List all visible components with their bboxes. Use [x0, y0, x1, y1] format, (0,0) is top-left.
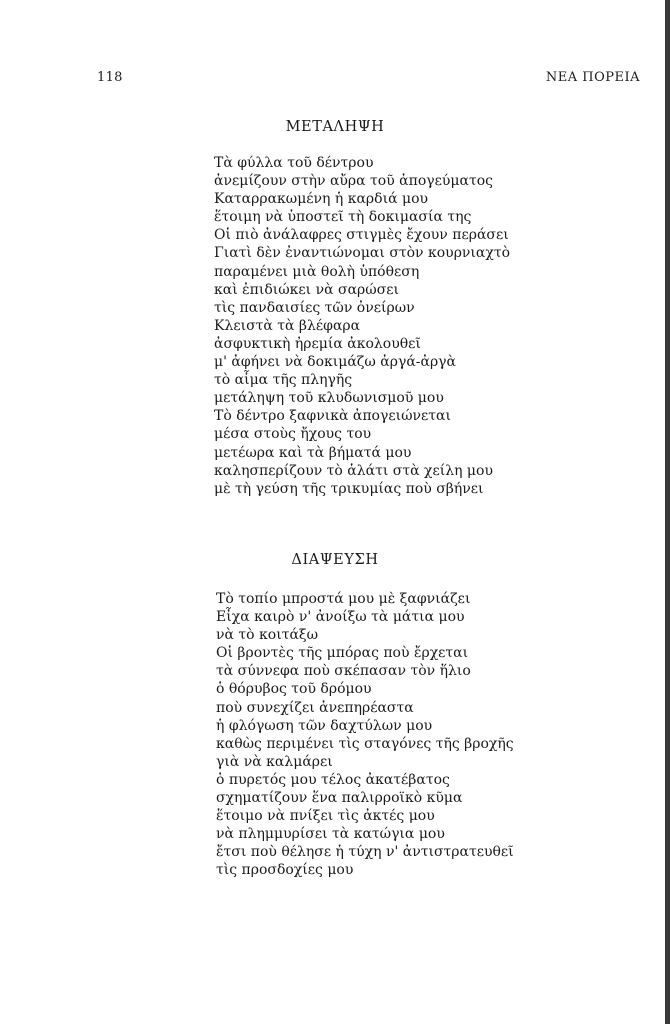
poem-line: τὰ σύννεφα ποὺ σκέπασαν τὸν ἥλιο — [216, 663, 471, 680]
poem-line: ἀνεμίζουν στὴν αὔρα τοῦ ἀπογεύματος — [214, 173, 493, 190]
page-number: 118 — [97, 70, 123, 85]
poem-diapsefsi — [216, 590, 514, 880]
poem-line: ὁ πυρετός μου τέλος ἀκατέβατος — [216, 771, 450, 788]
poem-line: ἡ φλόγωση τῶν δαχτύλων μου — [216, 717, 433, 734]
poem-line: σχηματίζουν ἕνα παλιρροϊκὸ κῦμα — [216, 790, 463, 807]
poem-line: τὶς πανδαισίες τῶν ὀνείρων — [214, 299, 415, 316]
poem-title-metalipsi: ΜΕΤΑΛΗΨΗ — [285, 119, 385, 135]
poem-line: ἔτσι ποὺ θέλησε ἡ τύχη ν' ἀντιστρατευθεῖ — [216, 844, 514, 861]
poem-line: τὶς προσδοχίες μου — [216, 862, 354, 879]
poem-line: μὲ τὴ γεύση τῆς τρικυμίας ποὺ σβήνει — [214, 480, 484, 497]
poem-line: καὶ ἐπιδιώκει νὰ σαρώσει — [214, 281, 399, 298]
running-title: ΝΕΑ ΠΟΡΕΙΑ — [545, 70, 640, 85]
poem-line: ὁ θόρυβος τοῦ δρόμου — [216, 681, 372, 698]
poem-line: Εἶχα καιρὸ ν' ἀνοίξω τὰ μάτια μου — [216, 609, 465, 626]
poem-line: Οἱ βροντὲς τῆς μπόρας ποὺ ἔρχεται — [216, 645, 469, 662]
poem-line: παραμένει μιὰ θολὴ ὑπόθεση — [214, 263, 420, 280]
poem-line: μέσα στοὺς ἤχους του — [214, 426, 372, 443]
poem-line: Κλειστὰ τὰ βλέφαρα — [214, 317, 361, 334]
poem-line: ἕτοιμη νὰ ὑποστεῖ τὴ δοκιμασία της — [214, 209, 472, 226]
poem-line: Οἱ πιὸ ἀνάλαφρες στιγμὲς ἔχουν περάσει — [214, 227, 509, 244]
poem-line: τὸ αἷμα τῆς πληγῆς — [214, 372, 353, 389]
poem-line: Καταρρακωμένη ἡ καρδιά μου — [214, 191, 429, 208]
poem-line: καθὼς περιμένει τὶς σταγόνες τῆς βροχῆς — [216, 735, 514, 752]
poem-line: Τὸ δέντρο ξαφνικὰ ἀπογειώνεται — [214, 408, 451, 425]
poem-line: γιὰ νὰ καλμάρει — [216, 753, 333, 770]
page-edge-shadow — [665, 0, 670, 1024]
poem-line: μ' ἀφήνει νὰ δοκιμάζω ἀργά-ἀργὰ — [214, 354, 457, 371]
poem-line: νὰ πλημμυρίσει τὰ κατώγια μου — [216, 826, 445, 843]
poem-title-diapsefsi: ΔΙΑΨΕΥΣΗ — [291, 552, 379, 568]
poem-line: καλησπερίζουν τὸ ἁλάτι στὰ χείλη μου — [214, 462, 493, 479]
poem-metalipsi — [214, 154, 510, 498]
poem-line: ποὺ συνεχίζει ἀνεπηρέαστα — [216, 699, 414, 716]
poem-line: νὰ τὸ κοιτάξω — [216, 627, 319, 644]
poem-line: ἀσφυκτικὴ ἠρεμία ἀκολουθεῖ — [214, 335, 421, 352]
poem-line: μετέωρα καὶ τὰ βήματά μου — [214, 444, 412, 461]
poem-line: μετάληψη τοῦ κλυδωνισμοῦ μου — [214, 390, 444, 407]
poem-line: ἕτοιμο νὰ πνίξει τὶς ἀκτές μου — [216, 808, 435, 825]
poem-line: Τὰ φύλλα τοῦ δέντρου — [214, 155, 374, 171]
poem-line: Τὸ τοπίο μπροστά μου μὲ ξαφνιάζει — [216, 591, 471, 607]
poem-line: Γιατὶ δὲν ἐναντιώνομαι στὸν κουρνιαχτὸ — [214, 245, 511, 262]
